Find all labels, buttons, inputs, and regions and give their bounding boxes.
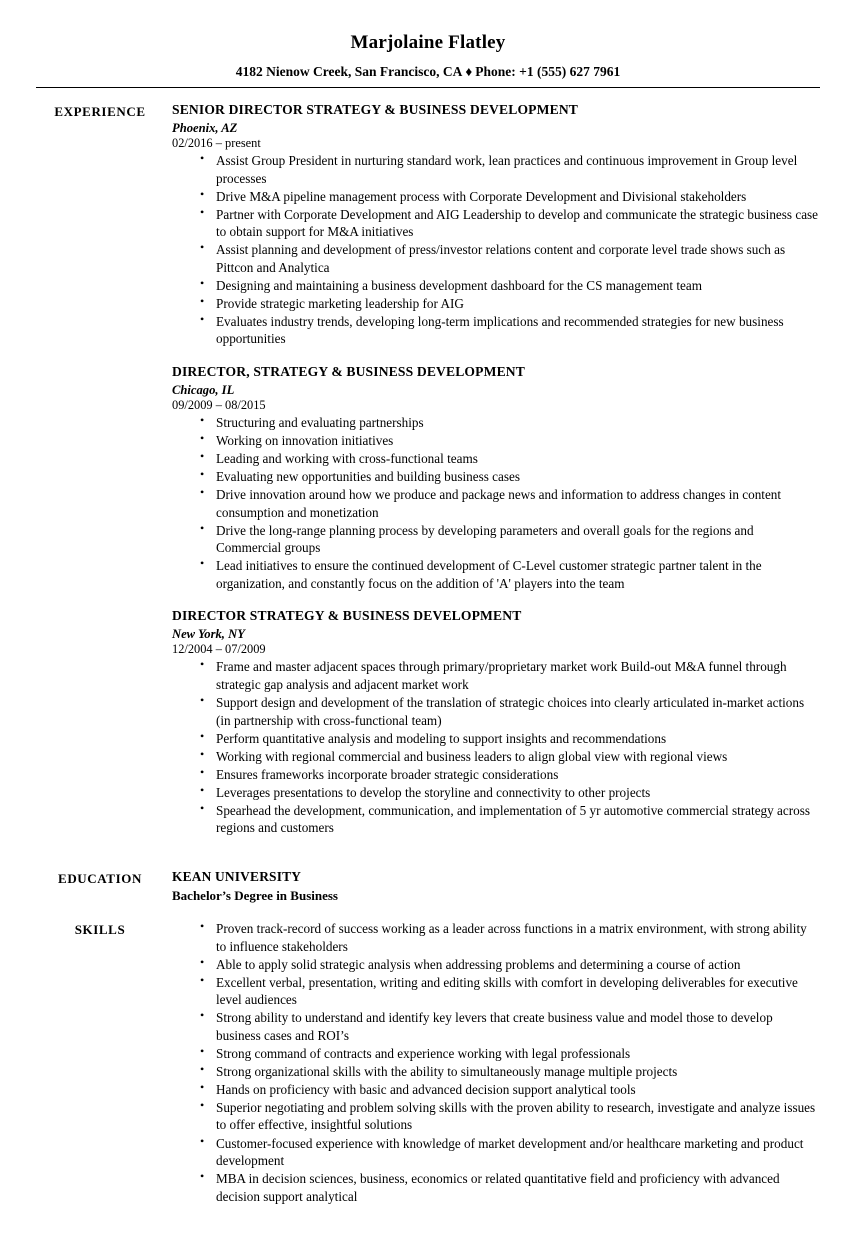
skill-bullet: • Able to apply solid strategic analysis when addressing problems and determining a course of action xyxy=(200,956,820,974)
skill-bullet: • Customer-focused experience with knowledge of market development and/or healthcare marketing and product development xyxy=(200,1135,820,1170)
job-bullet: • Drive the long-range planning process by developing parameters and overall goals for the regions and Commercial groups xyxy=(200,522,820,557)
job-location: Phoenix, AZ xyxy=(172,121,238,135)
skills-section-label: SKILLS xyxy=(74,921,126,937)
education-section-label: EDUCATION xyxy=(58,870,142,886)
skills-section xyxy=(36,920,820,1206)
job-bullet: • Perform quantitative analysis and modeling to support insights and recommendations xyxy=(200,730,820,748)
job-bullet: • Ensures frameworks incorporate broader strategic considerations xyxy=(200,766,820,784)
job-bullet: • Assist Group President in nurturing standard work, lean practices and continuous improvement in Group level processes xyxy=(200,152,820,187)
job-bullet-list xyxy=(172,152,820,348)
job-bullet: • Drive M&A pipeline management process with Corporate Development and Divisional stakeholders xyxy=(200,188,820,206)
contact-line xyxy=(36,64,820,80)
job-title: DIRECTOR, STRATEGY & BUSINESS DEVELOPMENT xyxy=(172,364,525,380)
job-bullet: • Working on innovation initiatives xyxy=(200,432,820,450)
job-dates: 09/2009 – 08/2015 xyxy=(172,398,266,413)
experience-section-body xyxy=(164,102,820,853)
job-title: DIRECTOR STRATEGY & BUSINESS DEVELOPMENT xyxy=(172,608,522,624)
skill-bullet: • Proven track-record of success working as a leader across functions in a matrix environment, with strong ability to influence stakeholders xyxy=(200,920,820,955)
contact-phone: Phone: +1 (555) 627 7961 xyxy=(475,64,621,79)
experience-section xyxy=(36,102,820,853)
candidate-name: Marjolaine Flatley xyxy=(350,32,506,53)
skill-bullet: • Hands on proficiency with basic and advanced decision support analytical tools xyxy=(200,1081,820,1099)
education-school: KEAN UNIVERSITY xyxy=(172,868,302,884)
skills-bullet-list xyxy=(172,920,820,1205)
job-bullet: • Support design and development of the translation of strategic choices into clearly articulated in-market actions (in partnership with cross-functional team) xyxy=(200,694,820,729)
education-section xyxy=(36,869,820,906)
contact-separator-icon: ♦ xyxy=(465,64,473,79)
job-bullet: • Evaluating new opportunities and building business cases xyxy=(200,468,820,486)
contact-address: 4182 Nienow Creek, San Francisco, CA xyxy=(235,64,463,79)
skill-bullet: • Superior negotiating and problem solving skills with the proven ability to research, investigate and analyze issues to offer effective, insightful solutions xyxy=(200,1099,820,1134)
job-bullet: • Leverages presentations to develop the storyline and connectivity to other projects xyxy=(200,784,820,802)
job-bullet: • Provide strategic marketing leadership for AIG xyxy=(200,295,820,313)
job-bullet: • Spearhead the development, communication, and implementation of 5 yr automotive commercial strategy across regions and customers xyxy=(200,802,820,837)
job-entry xyxy=(172,364,820,592)
skill-bullet: • Excellent verbal, presentation, writing and editing skills with comfort in developing deliverables for executive level audiences xyxy=(200,974,820,1009)
skill-bullet: • Strong command of contracts and experience working with legal professionals xyxy=(200,1045,820,1063)
job-dates: 12/2004 – 07/2009 xyxy=(172,642,266,657)
header-divider xyxy=(36,87,820,88)
job-title: SENIOR DIRECTOR STRATEGY & BUSINESS DEVELOPMENT xyxy=(172,102,579,117)
job-bullet-list xyxy=(172,658,820,836)
job-bullet: • Structuring and evaluating partnerships xyxy=(200,414,820,432)
job-location: New York, NY xyxy=(172,627,245,642)
job-bullet: • Assist planning and development of press/investor relations content and corporate level trade shows such as Pittcon and Analytica xyxy=(200,241,820,276)
job-bullet: • Designing and maintaining a business development dashboard for the CS management team xyxy=(200,277,820,295)
job-bullet: • Leading and working with cross-functional teams xyxy=(200,450,820,468)
job-entry xyxy=(172,102,820,348)
job-bullet: • Partner with Corporate Development and AIG Leadership to develop and communicate the strategic business case to obtain support for M&A initiatives xyxy=(200,206,820,241)
job-bullet: • Drive innovation around how we produce and package news and information to address changes in content consumption and monetization xyxy=(200,486,820,521)
job-location: Chicago, IL xyxy=(172,383,235,398)
skill-bullet: • MBA in decision sciences, business, economics or related quantitative field and proficiency with advanced decision support analytical xyxy=(200,1170,820,1205)
job-bullet: • Working with regional commercial and business leaders to align global view with regional views xyxy=(200,748,820,766)
skill-bullet: • Strong organizational skills with the ability to simultaneously manage multiple projects xyxy=(200,1063,820,1081)
education-section-body xyxy=(164,869,820,906)
job-bullet: • Evaluates industry trends, developing long-term implications and recommended strategies for new business opportunities xyxy=(200,313,820,348)
job-bullet-list xyxy=(172,414,820,592)
job-entry xyxy=(172,608,820,836)
job-bullet: • Frame and master adjacent spaces through primary/proprietary market work Build-out M&A funnel through strategic gap analysis and adjacent market work xyxy=(200,658,820,693)
job-bullet: • Lead initiatives to ensure the continued development of C-Level customer strategic partner talent in the organization, and constantly focus on the addition of 'A' players into the team xyxy=(200,557,820,592)
education-degree: Bachelor’s Degree in Business xyxy=(172,887,338,903)
experience-section-label: EXPERIENCE xyxy=(54,104,146,119)
skill-bullet: • Strong ability to understand and identify key levers that create business value and model those to develop business cases and ROI’s xyxy=(200,1009,820,1044)
skills-section-body xyxy=(164,920,820,1206)
job-dates: 02/2016 – present xyxy=(172,136,261,150)
